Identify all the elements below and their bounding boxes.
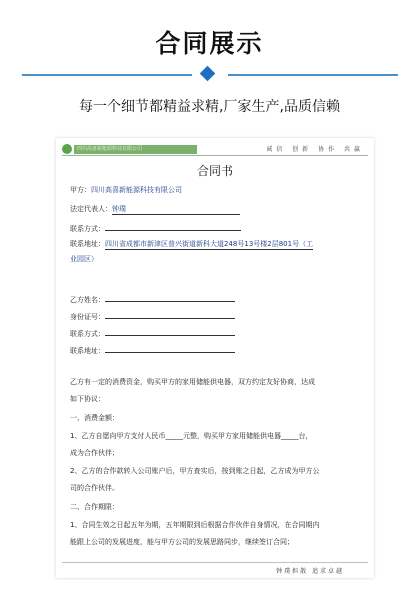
clause-1-1: 1、乙方自愿向甲方支付人民币_____元整，购买甲方家用储能供电器_____台， — [70, 432, 313, 440]
intro-line-2: 如下协议： — [70, 395, 105, 403]
party-a-row — [70, 185, 182, 195]
party-a-address-value: 四川省成都市新津区普兴街道新科大道248号13号楼2层801号（工 — [105, 240, 314, 248]
legal-rep-label: 法定代表人： — [70, 205, 112, 213]
party-b-address-field — [105, 344, 235, 353]
title-divider-left — [22, 74, 192, 76]
party-a-label: 甲方： — [70, 186, 91, 194]
title-divider-right — [228, 74, 398, 76]
page-subtitle: 每一个细节都精益求精,厂家生产,品质信赖 — [79, 99, 340, 115]
page-title: 合同展示 — [155, 29, 264, 58]
party-a-phone-field — [105, 222, 241, 231]
clause-1-2: 2、乙方的合作款转入公司账户后，甲方查实后，按到账之日起，乙方成为甲方公 — [70, 467, 320, 475]
party-b-phone-label: 联系方式： — [70, 330, 105, 338]
party-b-name-row — [70, 293, 235, 305]
party-b-address-row — [70, 344, 235, 356]
party-a-phone-label: 联系方式： — [70, 225, 105, 233]
legal-rep-value: 钟璞 — [112, 204, 240, 215]
party-b-address-label: 联系地址： — [70, 347, 105, 355]
party-a-phone-row — [70, 222, 241, 234]
clause-1-1-cont: 成为合作伙伴； — [70, 449, 119, 457]
party-b-id-row — [70, 310, 235, 322]
footer-divider — [62, 562, 368, 563]
section-1-heading: 一、消费金额： — [70, 414, 119, 422]
party-b-phone-row — [70, 327, 235, 339]
party-b-name-label: 乙方姓名： — [70, 296, 105, 304]
contract-document — [56, 138, 374, 578]
document-footer: 钟璞担散 追求卓越 — [276, 568, 344, 575]
header-motto: 诚信 创新 协作 共赢 — [266, 146, 364, 153]
party-a-address-label: 联系地址： — [70, 240, 105, 248]
clause-2-1-cont: 能跟上公司的发展进度，能与甲方公司的发展思路同步，继续签订合同； — [70, 538, 294, 546]
company-logo-icon — [62, 144, 72, 154]
party-b-id-label: 身份证号： — [70, 313, 105, 321]
clause-1-2-cont: 司的合作伙伴。 — [70, 484, 119, 492]
header-divider — [62, 155, 368, 156]
diamond-icon — [200, 66, 216, 82]
section-2-heading: 二、合作期限： — [70, 503, 119, 511]
intro-line-1: 乙方有一定的消费资金，购买甲方的家用储能供电器，双方约定友好协商，达成 — [70, 378, 315, 386]
party-a-address-row — [70, 239, 313, 250]
party-b-name-field — [105, 293, 235, 302]
header-company-name: 四川高喜新能源科技有限公司 — [74, 145, 197, 154]
party-b-phone-field — [105, 327, 235, 336]
party-a-value: 四川高喜新能源科技有限公司 — [91, 186, 182, 194]
party-a-address-cont: 业园区） — [70, 255, 98, 263]
document-title: 合同书 — [196, 164, 233, 178]
party-b-id-field — [105, 310, 235, 319]
clause-2-1: 1、合同生效之日起五年为期，五年期限到后根据合作伙伴自身情况，在合同期内 — [70, 521, 320, 529]
legal-rep-row — [70, 204, 240, 215]
